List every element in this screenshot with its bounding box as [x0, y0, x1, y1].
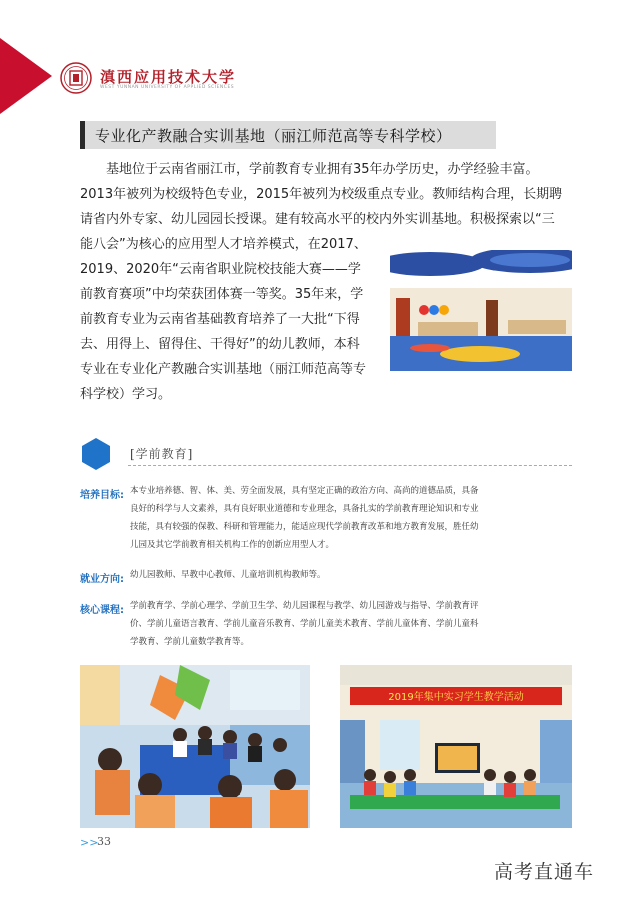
course-line: 学教育、学前儿童数学教育等。: [130, 637, 250, 647]
paragraph-line: 请省内外专家、幼儿园园长授课。建有较高水平的校内外实训基地。积极探索以“三: [80, 212, 555, 227]
university-seal-icon: [60, 62, 92, 94]
paragraph-line: 前教育赛项”中均荣获团体赛一等奖。35年来，学: [80, 287, 364, 302]
goal-line: 本专业培养德、智、体、美、劳全面发展，具有坚定正确的政治方向、高尚的道德品质，具备: [130, 486, 479, 496]
university-name: 滇西应用技术大学: [100, 68, 237, 86]
category-divider: [128, 465, 572, 466]
goal-line: 技能，具有较强的保教、科研和管理能力，能适应现代学前教育改革和地方教育发展，胜任幼: [130, 522, 479, 532]
goal-text: [130, 482, 479, 554]
section-title: 专业化产教融合实训基地（丽江师范高等专科学校）: [95, 127, 452, 145]
university-name-en: WEST YUNNAN UNIVERSITY OF APPLIED SCIENCES: [100, 85, 235, 90]
career-label: 就业方向:: [80, 574, 124, 585]
paragraph-line: 前教育专业为云南省基础教育培养了一大批“下得: [80, 312, 360, 327]
category-label: [学前教育]: [130, 447, 194, 461]
paragraph-line: 去、用得上、留得住、干得好”的幼儿教师，本科: [80, 337, 360, 352]
goal-line: 良好的科学与人文素养，具有良好职业道德和专业理念，具备扎实的学前教育理论知识和专业: [130, 504, 479, 514]
practice-teaching-photo: [340, 665, 572, 828]
corner-triangle: [0, 38, 52, 114]
page-number: 33: [97, 835, 111, 848]
banner-text: 2019年集中实习学生教学活动: [388, 692, 524, 703]
students-circle-photo: [80, 665, 310, 828]
watermark: 高考直通车: [494, 861, 595, 883]
career-line: 幼儿园教师、早教中心教师、儿童培训机构教师等。: [130, 570, 326, 580]
paragraph-line: 2019、2020年“云南省职业院校技能大赛——学: [80, 262, 361, 277]
hexagon-icon: [79, 437, 113, 471]
classroom-photo: [390, 250, 572, 371]
paragraph-line: 科学校）学习。: [80, 387, 172, 402]
paragraph-line: 能八会”为核心的应用型人才培养模式，在2017、: [80, 237, 367, 252]
paragraph-line: 2013年被列为校级特色专业，2015年被列为校级重点专业。教师结构合理，长期聘: [80, 187, 563, 202]
paragraph-line: 基地位于云南省丽江市，学前教育专业拥有35年办学历史，办学经验丰富。: [106, 162, 539, 177]
page-arrows: >>: [80, 836, 99, 849]
goal-line: 儿园及其它学前教育相关机构工作的创新应用型人才。: [130, 540, 335, 550]
goal-label: 培养目标:: [80, 490, 124, 501]
course-line: 价、学前儿童语言教育、学前儿童音乐教育、学前儿童美术教育、学前儿童体育、学前儿童科: [130, 619, 479, 629]
paragraph-line: 专业在专业化产教融合实训基地（丽江师范高等专: [80, 362, 367, 377]
course-line: 学前教育学、学前心理学、学前卫生学、幼儿园课程与教学、幼儿园游戏与指导、学前教育评: [130, 601, 479, 611]
course-label: 核心课程:: [80, 605, 124, 616]
career-text: [130, 566, 326, 584]
section-title-bar: [80, 121, 496, 149]
course-text: [130, 597, 479, 651]
